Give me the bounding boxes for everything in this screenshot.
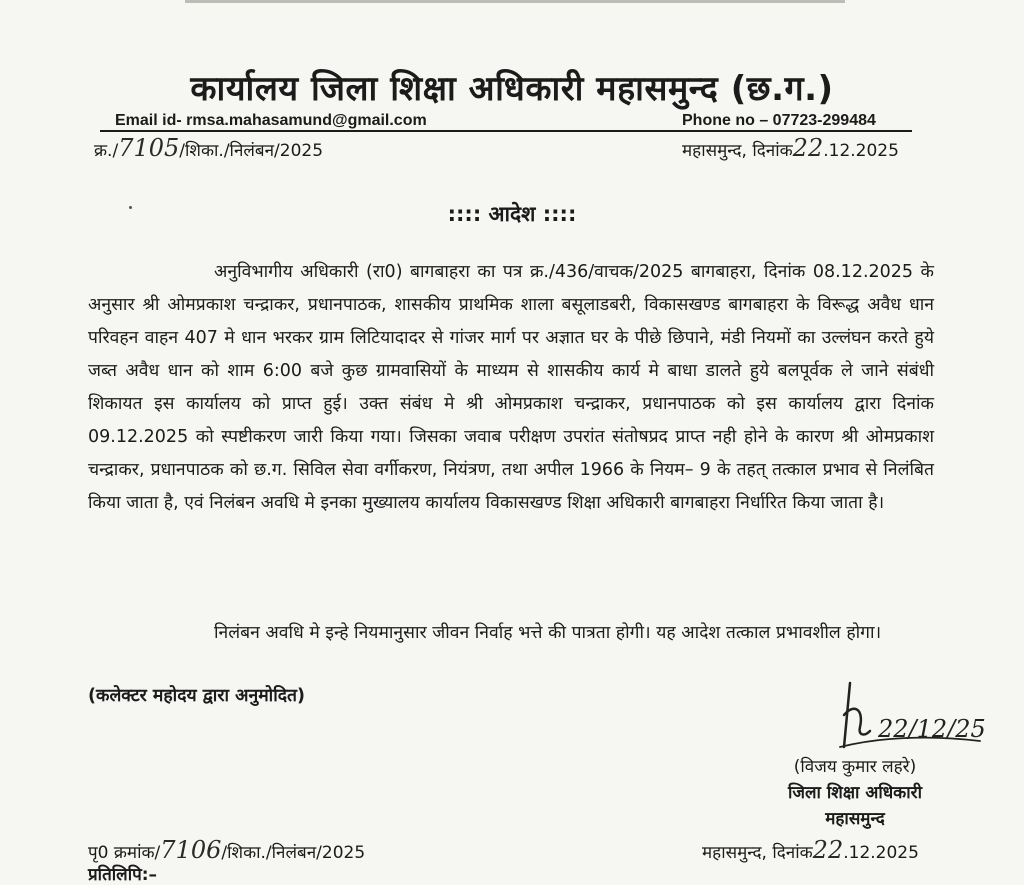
signatory-designation: जिला शिक्षा अधिकारी [788, 783, 922, 803]
order-heading: :::: आदेश :::: [447, 202, 577, 226]
office-title: कार्यालय जिला शिक्षा अधिकारी महासमुन्द (छ.ग.) [190, 69, 834, 109]
copy-reference [88, 836, 365, 864]
signatory-name: (विजय कुमार लहरे) [793, 757, 917, 777]
copy-place-date [702, 836, 919, 864]
paragraph-2-text: निलंबन अवधि मे इन्हे नियमानुसार जीवन निर्वाह भत्ते की पात्रता होगी। यह आदेश तत्काल प्रभावशील होगा। [214, 623, 882, 643]
order-body-paragraph-1 [88, 256, 934, 520]
place-date-prefix: महासमुन्द, दिनांक [682, 141, 793, 161]
copy-label: प्रतिलिपि:– [88, 865, 158, 885]
copy-number: 7106 [160, 836, 222, 864]
reference-number: 7105 [118, 134, 180, 162]
order-reference [94, 134, 323, 162]
order-place-date [682, 134, 899, 162]
page-top-mark [185, 0, 845, 3]
order-month-year: .12.2025 [823, 141, 899, 161]
phone-line: Phone no – 07723-299484 [682, 112, 876, 129]
copy-prefix: पृ0 क्रमांक/ [88, 843, 161, 863]
reference-suffix: /शिका./निलंबन/2025 [179, 141, 324, 161]
copy-day: 22 [812, 836, 844, 864]
order-body-paragraph-2 [88, 617, 934, 650]
signatory-place: महासमुन्द [825, 809, 885, 829]
header-rule [100, 130, 912, 132]
approval-note: (कलेक्टर महोदय द्वारा अनुमोदित) [88, 686, 305, 706]
paragraph-1-text: अनुविभागीय अधिकारी (रा0) बागबाहरा का पत्र क्र./436/वाचक/2025 बागबाहरा, दिनांक 08.12.2025 के अनुसार श्री ओमप्रकाश चन्द्राकर, प्रधानपाठक, शासकीय प्राथमिक शाला बसूलाडबरी, विकासखण्ड बागबाहरा के विरूद्ध अवैध धान परिवहन वाहन 407 मे धान भरकर ग्राम लिटियादादर से गांजर मार्ग पर अज्ञात घर के पीछे छिपाने, मंडी नियमों का उल्लंघन करते हुये जब्त अवैध धान को शाम 6:00 बजे कुछ ग्रामवासियों के माध्यम से शासकीय कार्य मे बाधा डालते हुये बलपूर्वक ले जाने संबंधी शिकायत इस कार्यालय को प्राप्त हुई। उक्त संबंध मे श्री ओमप्रकाश चन्द्राकर, प्रधानपाठक को इस कार्यालय द्वारा दिनांक 09.12.2025 को स्पष्टीकरण जारी किया गया। जिसका जवाब परीक्षण उपरांत संतोषप्रद प्राप्त नही होने के कारण श्री ओमप्रकाश चन्द्राकर, प्रधानपाठक को छ.ग. सिविल सेवा वर्गीकरण, नियंत्रण, तथा अपील 1966 के नियम– 9 के तहत् तत्काल प्रभाव से निलंबित किया जाता है, एवं निलंबन अवधि मे इनका मुख्यालय कार्यालय विकासखण्ड शिक्षा अधिकारी बागबाहरा निर्धारित किया जाता है। [88, 262, 934, 513]
copy-place-date-prefix: महासमुन्द, दिनांक [702, 843, 813, 863]
order-day: 22 [792, 134, 824, 162]
email-line: Email id- rmsa.mahasamund@gmail.com [115, 112, 427, 129]
copy-suffix: /शिका./निलंबन/2025 [221, 843, 366, 863]
reference-prefix: क्र./ [94, 141, 119, 161]
copy-month-year: .12.2025 [843, 843, 919, 863]
signature-date: 22/12/25 [878, 715, 986, 743]
